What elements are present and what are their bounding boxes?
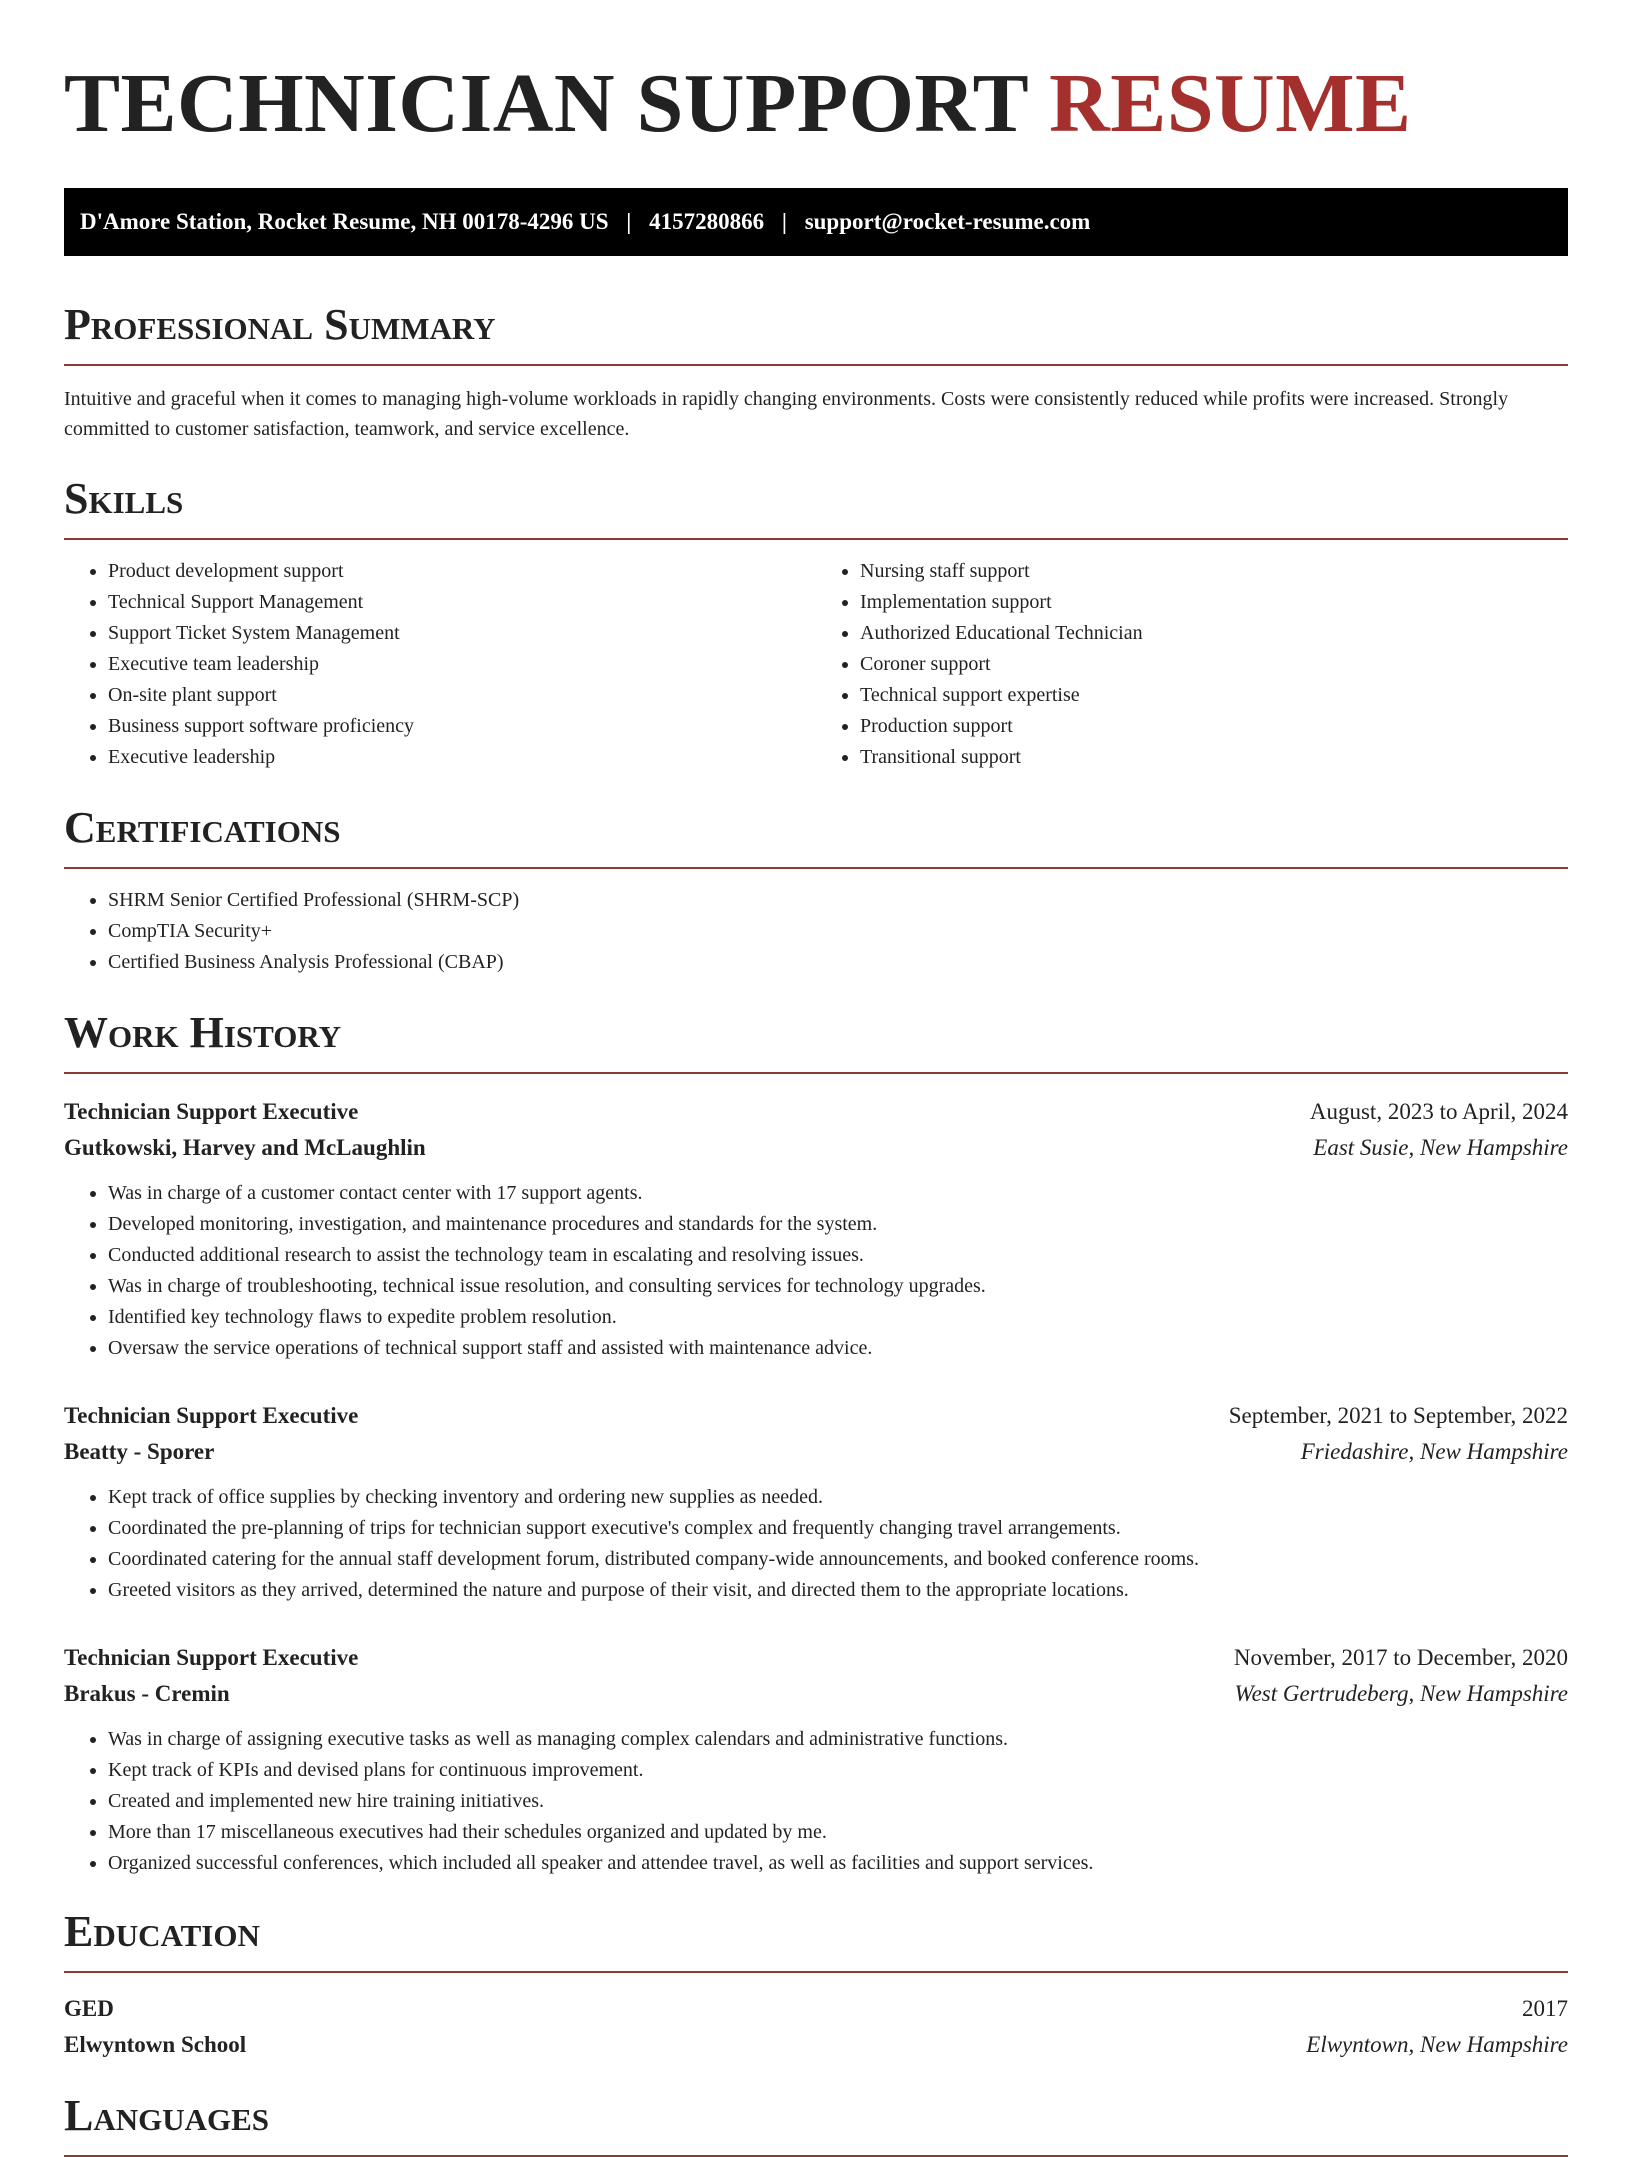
list-item: • Nursing staff support xyxy=(860,556,1568,587)
summary-text: Intuitive and graceful when it comes to managing high-volume workloads in rapidly changing environments. Costs were consistently reduced while profits were increased. Strongly committed to customer satisfaction, teamwork, and service excellence. xyxy=(64,388,1509,440)
job-entry xyxy=(64,1094,1568,1364)
education-year: 2017 xyxy=(1522,1996,1568,2021)
resume-title xyxy=(64,58,1568,150)
skills-section xyxy=(64,474,1568,773)
list-item: • Production support xyxy=(860,711,1568,742)
title-accent: RESUME xyxy=(1049,57,1412,150)
job-bullets xyxy=(64,1482,1568,1606)
list-item: • Support Ticket System Management xyxy=(108,618,816,649)
list-item: • On-site plant support xyxy=(108,680,816,711)
job-title-row xyxy=(64,1640,1568,1676)
summary-heading: Professional Summary xyxy=(64,300,1568,366)
list-item: • Transitional support xyxy=(860,742,1568,773)
job-title: Technician Support Executive xyxy=(64,1645,359,1670)
education-degree-row xyxy=(64,1991,1568,2027)
job-title: Technician Support Executive xyxy=(64,1403,359,1428)
job-company: Brakus - Cremin xyxy=(64,1681,230,1706)
list-item: • Coordinated catering for the annual staff development forum, distributed company-wide announcements, and booked conference rooms. xyxy=(108,1544,1568,1575)
skills-list-right xyxy=(816,556,1568,773)
list-item: • Was in charge of troubleshooting, technical issue resolution, and consulting services for technology upgrades. xyxy=(108,1271,1568,1302)
education-heading: Education xyxy=(64,1907,1568,1973)
certifications-list xyxy=(64,885,1568,978)
job-location: West Gertrudeberg, New Hampshire xyxy=(1234,1681,1568,1706)
list-item: • CompTIA Security+ xyxy=(108,916,1568,947)
list-item: • Was in charge of a customer contact center with 17 support agents. xyxy=(108,1178,1568,1209)
skills-heading: Skills xyxy=(64,474,1568,540)
job-dates: September, 2021 to September, 2022 xyxy=(1228,1403,1568,1428)
certifications-section xyxy=(64,803,1568,978)
job-location: East Susie, New Hampshire xyxy=(1313,1135,1568,1160)
list-item: • Technical Support Management xyxy=(108,587,816,618)
list-item: • Kept track of KPIs and devised plans for continuous improvement. xyxy=(108,1755,1568,1786)
list-item: • Coroner support xyxy=(860,649,1568,680)
job-company: Gutkowski, Harvey and McLaughlin xyxy=(64,1135,426,1160)
list-item: • Business support software proficiency xyxy=(108,711,816,742)
job-title-row xyxy=(64,1398,1568,1434)
contact-email[interactable]: support@rocket-resume.com xyxy=(804,209,1091,234)
education-school: Elwyntown School xyxy=(64,2032,247,2057)
job-entry xyxy=(64,1640,1568,1879)
education-entry xyxy=(64,1991,1568,2063)
list-item: • Kept track of office supplies by checking inventory and ordering new supplies as needed. xyxy=(108,1482,1568,1513)
list-item: • Greeted visitors as they arrived, determined the nature and purpose of their visit, and directed them to the appropriate locations. xyxy=(108,1575,1568,1606)
languages-heading: Languages xyxy=(64,2091,1568,2157)
certifications-heading: Certifications xyxy=(64,803,1568,869)
education-degree: GED xyxy=(64,1996,114,2021)
job-company: Beatty - Sporer xyxy=(64,1439,215,1464)
list-item: • Certified Business Analysis Professional (CBAP) xyxy=(108,947,1568,978)
contact-separator: | xyxy=(781,209,787,234)
education-school-row xyxy=(64,2027,1568,2063)
work-section xyxy=(64,1008,1568,1879)
job-dates: August, 2023 to April, 2024 xyxy=(1309,1099,1568,1124)
summary-section xyxy=(64,300,1568,444)
contact-phone[interactable]: 4157280866 xyxy=(649,209,765,234)
title-main: TECHNICIAN SUPPORT xyxy=(64,57,1050,150)
list-item: • Conducted additional research to assist the technology team in escalating and resolving issues. xyxy=(108,1240,1568,1271)
job-dates: November, 2017 to December, 2020 xyxy=(1233,1645,1568,1670)
languages-section xyxy=(64,2091,1568,2157)
list-item: • More than 17 miscellaneous executives had their schedules organized and updated by me. xyxy=(108,1817,1568,1848)
list-item: • Was in charge of assigning executive tasks as well as managing complex calendars and administrative functions. xyxy=(108,1724,1568,1755)
job-company-row xyxy=(64,1434,1568,1470)
list-item: • Technical support expertise xyxy=(860,680,1568,711)
list-item: • Developed monitoring, investigation, and maintenance procedures and standards for the system. xyxy=(108,1209,1568,1240)
contact-bar xyxy=(64,188,1568,256)
contact-separator: | xyxy=(626,209,632,234)
education-location: Elwyntown, New Hampshire xyxy=(1306,2032,1568,2057)
list-item: • Product development support xyxy=(108,556,816,587)
job-company-row xyxy=(64,1130,1568,1166)
list-item: • Created and implemented new hire training initiatives. xyxy=(108,1786,1568,1817)
job-title-row xyxy=(64,1094,1568,1130)
list-item: • Coordinated the pre-planning of trips for technician support executive's complex and frequently changing travel arrangements. xyxy=(108,1513,1568,1544)
list-item: • Executive team leadership xyxy=(108,649,816,680)
list-item: • Implementation support xyxy=(860,587,1568,618)
work-heading: Work History xyxy=(64,1008,1568,1074)
job-entry xyxy=(64,1398,1568,1606)
skills-list-left xyxy=(64,556,816,773)
job-bullets xyxy=(64,1178,1568,1364)
job-company-row xyxy=(64,1676,1568,1712)
job-location: Friedashire, New Hampshire xyxy=(1300,1439,1568,1464)
list-item: • Oversaw the service operations of technical support staff and assisted with maintenance advice. xyxy=(108,1333,1568,1364)
education-section xyxy=(64,1907,1568,2063)
job-title: Technician Support Executive xyxy=(64,1099,359,1124)
list-item: • Executive leadership xyxy=(108,742,816,773)
job-bullets xyxy=(64,1724,1568,1879)
list-item: • Authorized Educational Technician xyxy=(860,618,1568,649)
list-item: • SHRM Senior Certified Professional (SHRM-SCP) xyxy=(108,885,1568,916)
skills-grid xyxy=(64,540,1568,773)
list-item: • Identified key technology flaws to expedite problem resolution. xyxy=(108,1302,1568,1333)
contact-address: D'Amore Station, Rocket Resume, NH 00178-4296 US xyxy=(80,209,609,234)
list-item: • Organized successful conferences, which included all speaker and attendee travel, as well as facilities and support services. xyxy=(108,1848,1568,1879)
